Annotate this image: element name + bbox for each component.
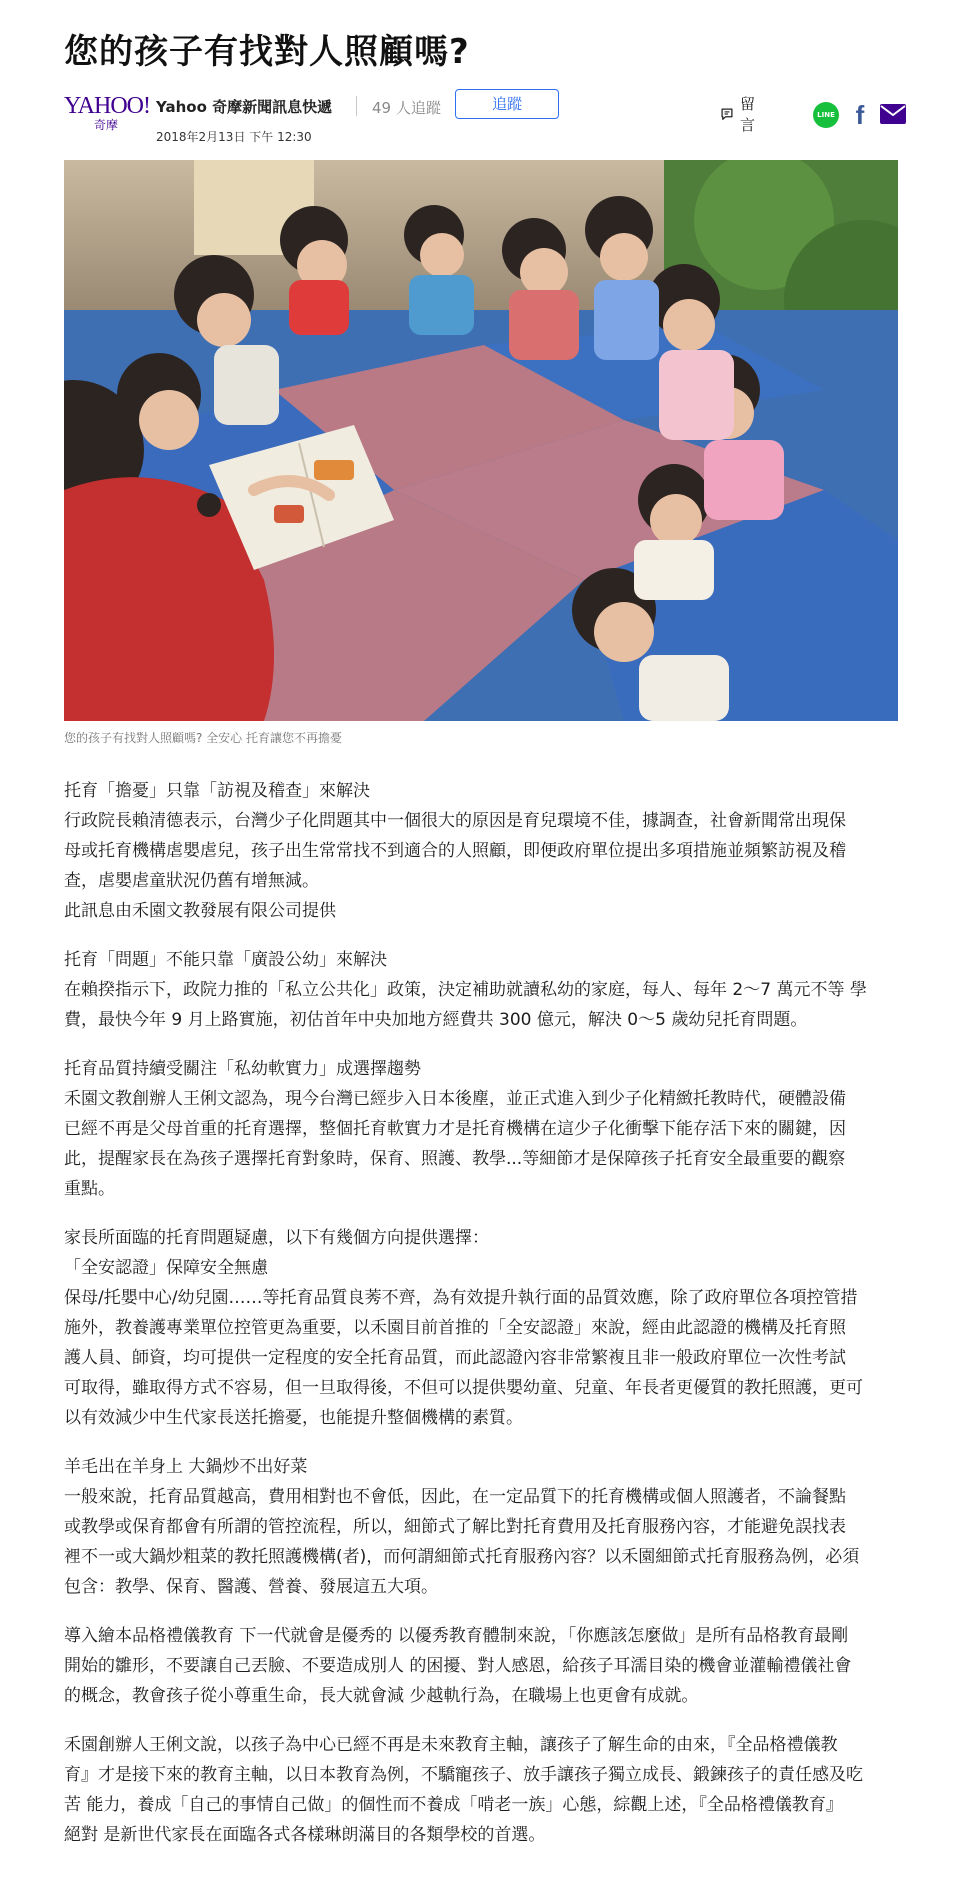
article-photo bbox=[64, 160, 898, 721]
section-7 bbox=[64, 1730, 904, 1850]
section-5 bbox=[64, 1452, 904, 1602]
paragraph-line: 包含：教學、保育、醫護、營養、發展這五大項。 bbox=[64, 1577, 438, 1597]
publish-date: 2018年2月13日 下午 12:30 bbox=[156, 130, 312, 144]
paragraph-line: 重點。 bbox=[64, 1179, 115, 1199]
paragraph-line: 保母/托嬰中心/幼兒園……等托育品質良莠不齊，為有效提升執行面的品質效應，除了政府單位各項控管措 bbox=[64, 1288, 858, 1308]
section-3 bbox=[64, 1054, 904, 1204]
provider-logo-text: YAHOO! bbox=[64, 93, 150, 119]
photo-caption: 您的孩子有找對人照顧嗎? 全安心 托育讓您不再擔憂 bbox=[64, 731, 343, 745]
provider-logo-sub: 奇摩 bbox=[94, 118, 119, 132]
paragraph-line: 母或托育機構虐嬰虐兒，孩子出生常常找不到適合的人照顧，即便政府單位提出多項措施並頻繁訪視及稽 bbox=[64, 841, 846, 861]
article-title: 您的孩子有找對人照顧嗎? bbox=[64, 32, 470, 72]
comment-icon bbox=[720, 104, 734, 124]
facebook-icon[interactable]: f bbox=[855, 100, 865, 130]
paragraph-line: 一般來說，托育品質越高，費用相對也不會低，因此，在一定品質下的托育機構或個人照護者，不論餐點 bbox=[64, 1487, 846, 1507]
provider-name[interactable]: Yahoo 奇摩新聞訊息快遞 bbox=[156, 98, 333, 116]
line-icon[interactable]: LINE bbox=[813, 102, 839, 128]
paragraph-line: 此訊息由禾園文教發展有限公司提供 bbox=[64, 901, 336, 921]
paragraph-line: 禾園文教創辦人王俐文認為，現今台灣已經步入日本後塵，並正式進入到少子化精緻托教時代，硬體設備 bbox=[64, 1089, 846, 1109]
paragraph-line: 可取得，雖取得方式不容易，但一旦取得後，不但可以提供嬰幼童、兒童、年長者更優質的教托照護，更可 bbox=[64, 1378, 863, 1398]
section-intro: 家長所面臨的托育問題疑慮，以下有幾個方向提供選擇： bbox=[64, 1228, 489, 1248]
paragraph-line: 或教學或保育都會有所謂的管控流程，所以，細節式了解比對托育費用及托育服務內容，才能避免誤找表 bbox=[64, 1517, 846, 1537]
byline-divider bbox=[356, 96, 357, 116]
comment-button[interactable] bbox=[720, 95, 761, 134]
paragraph-line: 禾園創辦人王俐文說，以孩子為中心已經不再是未來教育主軸，讓孩子了解生命的由來，『全品格禮儀教 bbox=[64, 1735, 838, 1755]
paragraph-line: 導入繪本品格禮儀教育 下一代就會是優秀的 以優秀教育體制來說，「你應該怎麼做」是所有品格教育最剛 bbox=[64, 1626, 849, 1646]
section-heading: 「全安認證」保障安全無慮 bbox=[64, 1258, 268, 1278]
section-6 bbox=[64, 1621, 904, 1711]
paragraph-line: 開始的雛形，不要讓自己丟臉、不要造成別人 的困擾、對人感恩，給孩子耳濡目染的機會並灌輸禮儀社會 bbox=[64, 1656, 852, 1676]
paragraph-line: 行政院長賴清德表示，台灣少子化問題其中一個很大的原因是育兒環境不佳，據調查，社會新聞常出現保 bbox=[64, 811, 846, 831]
section-2 bbox=[64, 945, 904, 1035]
paragraph-line: 施外，教養護專業單位控管更為重要，以禾園目前首推的「全安認證」來說，經由此認證的機構及托育照 bbox=[64, 1318, 846, 1338]
paragraph-line: 已經不再是父母首重的托育選擇，整個托育軟實力才是托育機構在這少子化衝擊下能存活下來的關鍵，因 bbox=[64, 1119, 846, 1139]
follower-count: 49 人追蹤 bbox=[372, 99, 441, 117]
paragraph-line: 苦 能力，養成「自己的事情自己做」的個性而不養成「啃老一族」心態，綜觀上述，『全品格禮儀教育』 bbox=[64, 1795, 843, 1815]
paragraph-line: 此，提醒家長在為孩子選擇托育對象時，保育、照護、教學...等細節才是保障孩子托育安全最重要的觀察 bbox=[64, 1149, 846, 1169]
provider-logo[interactable] bbox=[64, 93, 150, 134]
paragraph-line: 的概念，教會孩子從小尊重生命，長大就會減 少越軌行為，在職場上也更會有成就。 bbox=[64, 1686, 699, 1706]
paragraph-line: 絕對 是新世代家長在面臨各式各樣琳朗滿目的各類學校的首選。 bbox=[64, 1825, 546, 1845]
byline bbox=[64, 88, 904, 148]
section-heading: 羊毛出在羊身上 大鍋炒不出好菜 bbox=[64, 1457, 308, 1477]
paragraph-line: 查，虐嬰虐童狀況仍舊有增無減。 bbox=[64, 871, 319, 891]
paragraph-line: 費，最快今年 9 月上路實施，初估首年中央加地方經費共 300 億元，解決 0～5 歲幼兒托育問題。 bbox=[64, 1010, 808, 1030]
paragraph-line: 護人員、師資，均可提供一定程度的安全托育品質，而此認證內容非常繁複且非一般政府單位一次性考試 bbox=[64, 1348, 846, 1368]
section-heading: 托育「問題」不能只靠「廣設公幼」來解決 bbox=[64, 950, 387, 970]
paragraph-line: 裡不一或大鍋炒粗菜的教托照護機構(者)，而何謂細節式托育服務內容？以禾園細節式托育服務為例，必須 bbox=[64, 1547, 860, 1567]
section-1 bbox=[64, 776, 904, 926]
paragraph-line: 在賴揆指示下，政院力推的「私立公共化」政策，決定補助就讀私幼的家庭，每人、每年 2～7 萬元不等 學 bbox=[64, 980, 867, 1000]
follow-button[interactable]: 追蹤 bbox=[455, 89, 559, 119]
article-body bbox=[64, 776, 904, 1869]
comment-label: 留言 bbox=[740, 95, 756, 134]
section-4 bbox=[64, 1223, 904, 1433]
section-heading: 托育「擔憂」只靠「訪視及稽查」來解決 bbox=[64, 781, 370, 801]
paragraph-line: 以有效減少中生代家長送托擔憂，也能提升整個機構的素質。 bbox=[64, 1408, 523, 1428]
paragraph-line: 育』才是接下來的教育主軸，以日本教育為例，不驕寵孩子、放手讓孩子獨立成長、鍛鍊孩子的責任感及吃 bbox=[64, 1765, 863, 1785]
mail-icon[interactable] bbox=[880, 104, 906, 124]
section-heading: 托育品質持續受關注「私幼軟實力」成選擇趨勢 bbox=[64, 1059, 421, 1079]
